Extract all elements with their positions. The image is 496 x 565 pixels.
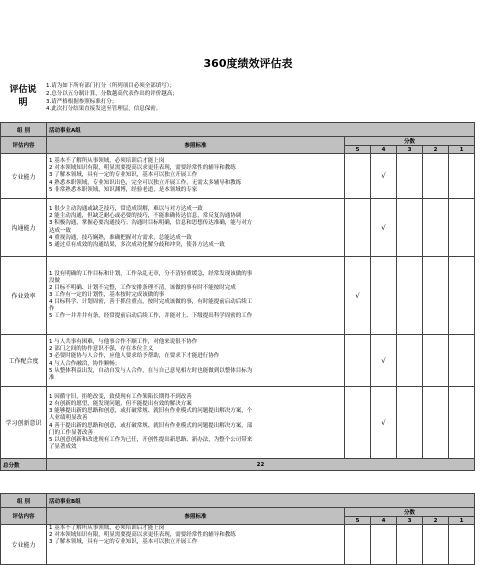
- col-item-header: 评估内容: [1, 137, 47, 154]
- score-cell-2[interactable]: [423, 387, 449, 459]
- criteria-line: 2 对本领域知识有限，明显需要提高以求更佳表现，需要经常性的辅导和教练: [49, 165, 236, 172]
- criteria-line: 5 非常熟悉本职领域，知识渊博，经验老道，是本领域的专家: [49, 186, 198, 193]
- criteria-line: 1 很少主动沟通或缺乏技巧，常造成误解，难以与对方达成一致: [49, 206, 203, 213]
- instruction-line: 1.请为如下所有部门打分（所列项目必须全部填写）；: [46, 83, 175, 89]
- score-cell-1[interactable]: [449, 387, 475, 459]
- group-label: 组 别: [1, 123, 47, 137]
- criteria-line: 人业绩明显改善: [49, 415, 88, 422]
- score-cell-1[interactable]: [449, 335, 475, 387]
- score-level-3: 3: [397, 146, 423, 154]
- score-cell-3[interactable]: [397, 199, 423, 257]
- criteria-line: 5 工作一并井井有条，经常提前启动后续工作，并能对上、下级提出科学周密的工作: [49, 313, 253, 320]
- score-cell-5[interactable]: [345, 525, 371, 565]
- score-cell-2[interactable]: [423, 257, 449, 335]
- criteria-line: 3 必要时能协与人合作，应他人要求给予帮助，在要求下才能进行协作: [49, 353, 220, 360]
- score-cell-2[interactable]: [423, 199, 449, 257]
- score-cell-1[interactable]: [449, 154, 475, 199]
- score-cell-1[interactable]: [449, 199, 475, 257]
- score-level-2: 2: [423, 146, 449, 154]
- score-level-3: 3: [397, 517, 423, 525]
- criteria-line: 1 没有明确的工作目标和计划，工作杂乱无章，分不清轻重缓急，经常发现该做的事: [49, 270, 253, 277]
- criteria-line: 1 基本不了解所从事领域，必须培训后才能上岗: [49, 525, 165, 531]
- criteria-line: 4 熟悉本职领域，专业知识出色，完全可以独立开展工作，无需太多辅导和教练: [49, 179, 242, 186]
- col-score-header: 分数: [345, 137, 475, 146]
- criteria-line: 3 积极沟通，掌握必要沟通技巧；沟通时目标明确，信息和思想传达准确，能与对方: [49, 220, 253, 227]
- criteria-line: 1 因循守旧，拒绝改变，致使现有工作架陷长期得不到改善: [49, 394, 192, 401]
- score-level-1: 1: [449, 517, 475, 525]
- criteria-cell: [47, 525, 345, 565]
- score-cell-4[interactable]: [371, 257, 397, 335]
- score-level-4: 4: [371, 146, 397, 154]
- score-level-5: 5: [345, 517, 371, 525]
- total-label: 总分数: [1, 459, 47, 471]
- criteria-line: 1 与人共事有困难，与他事合作不顺工作，对他来说很不协作: [49, 339, 198, 346]
- total-value: 22: [47, 459, 475, 471]
- criteria-row: [1, 257, 475, 335]
- group-row: [1, 123, 475, 137]
- score-cell-4[interactable]: [371, 525, 397, 565]
- group-row: [1, 494, 475, 508]
- score-cell-4[interactable]: √: [371, 335, 397, 387]
- col-criteria-header: 参照标准: [47, 508, 345, 525]
- instruction-line: 4.此次打分结果直接发送至管理层，信息保密。: [46, 106, 162, 113]
- total-row: [1, 459, 475, 471]
- score-cell-3[interactable]: [397, 154, 423, 199]
- criteria-line: 2 对本领域知识有限，明显需要提高以求更佳表现，需要经常性的辅导和教练: [49, 532, 236, 539]
- col-item-header: 评估内容: [1, 508, 47, 525]
- category-cell: 沟通能力: [1, 199, 47, 257]
- criteria-row: [1, 335, 475, 387]
- criteria-line: 3 能够提出新的思路和创意，或打破常规、就旧有作业模式的问题提出解决方案，个: [49, 408, 253, 415]
- criteria-line: 5 以创意创新和改进现有工作为已任，开创性提出新思路、新办法，为整个公司带来: [49, 436, 253, 443]
- score-cell-2[interactable]: [423, 525, 449, 565]
- col-criteria-header: 参照标准: [47, 137, 345, 154]
- category-cell: 专业能力: [1, 525, 47, 565]
- criteria-line: 了显著成效: [49, 443, 77, 450]
- instruction-line: 2.总分以五分制计算，分数越高代表作出的评价越高；: [46, 90, 178, 97]
- criteria-line: 2 有创新的愿望，能发现问题，但不能提出有效的解决方案: [49, 401, 192, 408]
- criteria-row: [1, 199, 475, 257]
- score-cell-3[interactable]: [397, 257, 423, 335]
- criteria-line: 4 与人合作融洽，协作顺畅；: [49, 360, 121, 367]
- category-cell: 作业效率: [1, 257, 47, 335]
- criteria-row: [1, 387, 475, 459]
- category-cell: 工作配合度: [1, 335, 47, 387]
- score-cell-4[interactable]: √: [371, 154, 397, 199]
- category-cell: 学习创新意识: [1, 387, 47, 459]
- instructions-heading: 评估说明: [9, 85, 37, 108]
- score-cell-5[interactable]: [345, 387, 371, 459]
- group-value: 活动事业A组: [47, 123, 475, 137]
- score-cell-5[interactable]: [345, 199, 371, 257]
- column-header-row: [1, 137, 475, 146]
- score-cell-2[interactable]: [423, 154, 449, 199]
- criteria-line: 5 通过卓有成效的沟通结果，多次成功化解分歧和冲突，使各方达成一致: [49, 241, 225, 248]
- column-header-row: [1, 508, 475, 517]
- criteria-line: 3 工作有一定的计划性，基本按时完成该做的事: [49, 291, 165, 298]
- criteria-line: 4 重视沟通，技巧娴熟，准确把握对方需求，总能达成一致: [49, 234, 192, 241]
- criteria-line: 达成一致: [49, 227, 72, 234]
- score-cell-1[interactable]: [449, 525, 475, 565]
- score-level-5: 5: [345, 146, 371, 154]
- criteria-line: 没做: [49, 277, 61, 284]
- score-cell-2[interactable]: [423, 335, 449, 387]
- criteria-line: 2 能主动沟通，但缺乏耐心或必要的技巧，不能准确传达信息，常反复沟通协调: [49, 213, 242, 220]
- criteria-row: [1, 525, 475, 565]
- criteria-cell: [47, 257, 345, 335]
- evaluation-table-b: [0, 493, 475, 565]
- criteria-cell: [47, 154, 345, 199]
- criteria-line: 4 目标科学、计划周密，善于抓住重点，按时完成该做的事，有时能提前启动后续工: [49, 299, 253, 306]
- criteria-line: 门的工作显著改善: [49, 429, 94, 436]
- score-level-4: 4: [371, 517, 397, 525]
- criteria-line: 3 了解本领域，具有一定的专业知识，基本可以独立开展工作: [49, 172, 198, 179]
- criteria-line: 3 了解本领域，具有一定的专业知识，基本可以独立开展工作: [49, 539, 198, 546]
- criteria-line: 2 目标不明确、计划不完整，工作安排条理不清，该做的事有时不能按时完成: [49, 284, 236, 291]
- sheet-title: 360度绩效评估表: [203, 57, 293, 70]
- evaluation-table-a: [0, 122, 475, 471]
- criteria-line: 1 基本不了解所从事领域，必须培训后才能上岗: [49, 158, 165, 165]
- criteria-cell: [47, 335, 345, 387]
- instructions-list: [46, 83, 178, 114]
- category-cell: 专业能力: [1, 154, 47, 199]
- criteria-line: 4 善于提出新的思路和创意，或打破常规、就旧有作业模式的问题提出解决方案，部: [49, 422, 253, 429]
- score-cell-1[interactable]: [449, 257, 475, 335]
- instruction-line: 3.请严格根据参照标准打分；: [46, 98, 118, 105]
- criteria-cell: [47, 199, 345, 257]
- group-label: 组 别: [1, 494, 47, 508]
- score-cell-4[interactable]: √: [371, 199, 397, 257]
- score-cell-3[interactable]: [397, 525, 423, 565]
- score-cell-5[interactable]: √: [345, 257, 371, 335]
- score-cell-5[interactable]: [345, 335, 371, 387]
- criteria-line: 2 部门之间的协作意识不强，存在本位主义: [49, 346, 154, 353]
- score-cell-3[interactable]: [397, 387, 423, 459]
- score-cell-4[interactable]: √: [371, 387, 397, 459]
- score-cell-3[interactable]: [397, 335, 423, 387]
- group-value: 活动事业B组: [47, 494, 475, 508]
- score-cell-5[interactable]: [345, 154, 371, 199]
- col-score-header: 分数: [345, 508, 475, 517]
- criteria-cell: [47, 387, 345, 459]
- criteria-line: 准: [49, 374, 55, 381]
- criteria-line: 作: [49, 306, 55, 313]
- criteria-row: [1, 154, 475, 199]
- score-level-1: 1: [449, 146, 475, 154]
- criteria-line: 5 从整体利益出发，自动自发与人合作，在与自己意见相左时也能做到以整体目标为: [49, 367, 253, 374]
- score-level-2: 2: [423, 517, 449, 525]
